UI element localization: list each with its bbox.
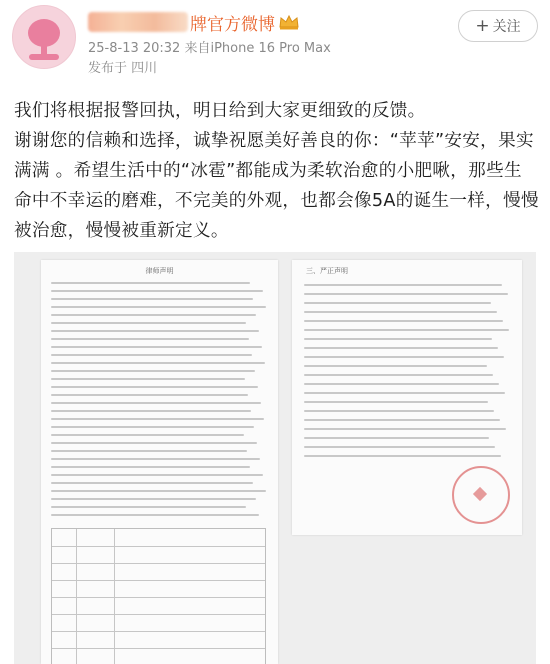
document-text-line [51,418,264,420]
document-text-line [304,338,492,340]
document-text-line [51,298,253,300]
document-text-line [51,338,249,340]
document-text-line [51,386,258,388]
document-text-line [51,442,257,444]
document-text-line [51,378,245,380]
document-text-line [51,450,247,452]
post-paragraph-2: 谢谢您的信赖和选择，诚挚祝愿美好善良的你：“苹苹”安安，果实满满 。希望生活中的“冰雹”都能成为柔软治愈的小肥啾，那些生命中不幸运的磨难，不完美的外观，也都会像5A的诞生一样，慢慢被治愈，慢慢被重新定义。 [14,131,539,241]
table-row-divider [52,614,265,615]
red-seal-stamp [452,466,510,524]
plus-icon: + [475,16,490,36]
post-body [14,96,539,246]
document-text-line [51,514,259,516]
document-text-line [51,346,262,348]
avatar[interactable] [12,5,76,69]
document-text-line [304,383,499,385]
account-name[interactable]: 牌官方微博 [190,14,275,35]
table-row-divider [52,631,265,632]
document-text-line [304,437,489,439]
document-page-1-title: 律师声明 [145,267,174,275]
table-row-divider [52,580,265,581]
document-text-line [51,490,266,492]
document-text-line [304,401,488,403]
document-text-line [304,329,509,331]
document-text-line [51,330,259,332]
crown-icon [278,14,300,30]
document-text-line [304,419,500,421]
document-text-line [51,354,252,356]
document-text-line [51,290,263,292]
document-text-line [51,402,261,404]
document-text-line [51,466,250,468]
document-text-line [304,284,502,286]
document-text-line [51,482,253,484]
document-text-line [304,374,493,376]
table-row-divider [52,597,265,598]
account-name-row[interactable] [88,9,300,35]
post-location: 发布于 四川 [88,61,158,76]
document-text-line [304,302,491,304]
table-row-divider [52,648,265,649]
document-text-line [51,410,251,412]
document-text-line [304,356,504,358]
document-text-line [51,306,266,308]
document-text-line [51,314,256,316]
document-text-line [304,347,498,349]
document-text-line [304,311,497,313]
document-text-line [51,362,265,364]
blurred-name [88,12,188,32]
document-text-line [51,474,263,476]
document-text-line [51,394,248,396]
document-text-line [51,458,260,460]
document-text-line [51,498,256,500]
document-page-2 [292,260,522,535]
document-table [51,528,266,664]
follow-button[interactable] [458,10,538,42]
document-text-line [304,320,503,322]
post-paragraph-1: 我们将根据报警回执，明日给到大家更细致的反馈。 [14,101,426,121]
document-text-line [51,506,246,508]
post-meta [88,39,331,79]
document-text-line [51,322,246,324]
table-column-divider [114,529,115,664]
document-text-line [304,455,501,457]
document-text-line [304,410,494,412]
document-text-line [304,293,508,295]
document-text-line [51,370,255,372]
table-row-divider [52,563,265,564]
follow-label: 关注 [492,19,521,35]
attached-image[interactable] [14,252,536,664]
document-text-line [304,392,505,394]
post-timestamp: 25-8-13 20:32 来自iPhone 16 Pro Max [88,41,331,56]
table-column-divider [76,529,77,664]
document-text-line [304,428,506,430]
document-text-line [304,365,487,367]
post-header [0,0,550,90]
document-text-line [51,426,254,428]
document-text-line [51,282,250,284]
table-row-divider [52,546,265,547]
document-page-2-title: 三、严正声明 [306,267,348,275]
document-page-1 [41,260,278,664]
document-text-line [304,446,495,448]
document-text-line [51,434,244,436]
